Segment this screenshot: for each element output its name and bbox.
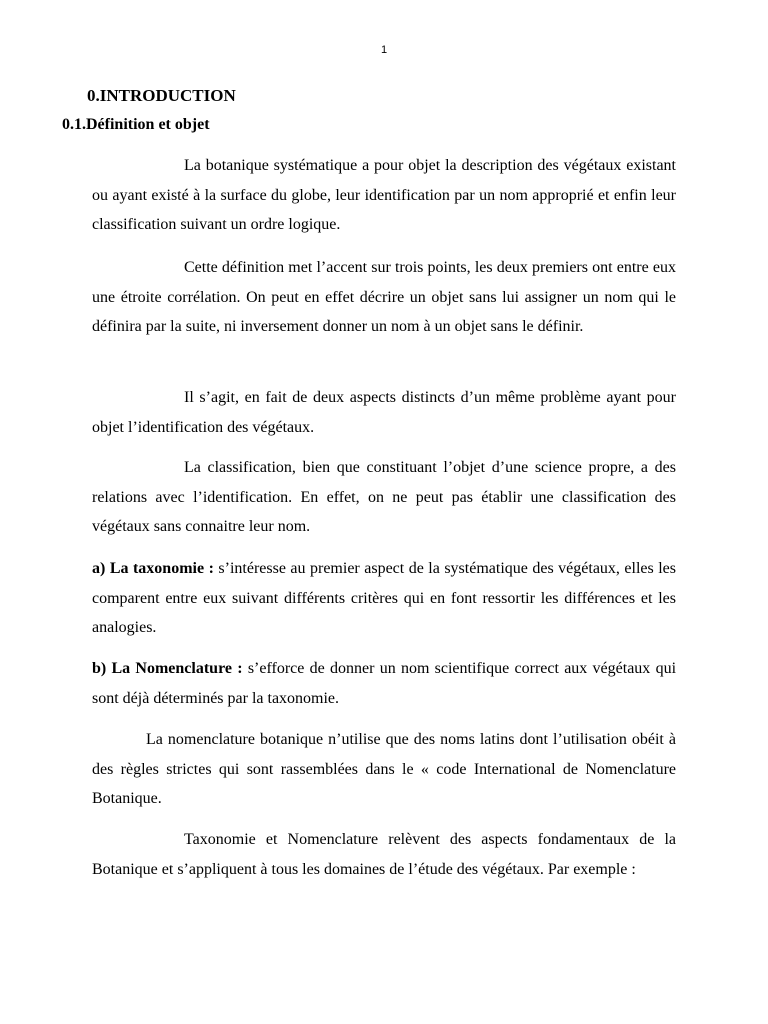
paragraph-classification: La classification, bien que constituant l’objet d’une science propre, a des relations avec l’identification. En effet, on ne peut pas établir une classification des végétaux sans connaitre leur nom.: [92, 459, 676, 535]
paragraph-taxonomie: [92, 554, 676, 643]
term-taxonomie: a) La taxonomie :: [92, 560, 214, 577]
paragraph-two-aspects: Il s’agit, en fait de deux aspects distincts d’un même problème ayant pour objet l’identification des végétaux.: [92, 389, 676, 436]
paragraph-three-points: Cette définition met l’accent sur trois points, les deux premiers ont entre eux une étroite corrélation. On peut en effet décrire un objet sans lui assigner un nom qui le définira par la suite, ni inversement donner un nom à un objet sans le définir.: [92, 259, 676, 335]
term-nomenclature: b) La Nomenclature :: [92, 660, 243, 677]
section-heading: 0.INTRODUCTION: [87, 86, 236, 105]
paragraph-latin-names: La nomenclature botanique n’utilise que des noms latins dont l’utilisation obéit à des règles strictes qui sont rassemblées dans le « code International de Nomenclature Botanique.: [92, 731, 676, 807]
taxonomie-description: s’intéresse au premier aspect de la systématique des végétaux, elles les comparent entre eux suivant différents critères qui en font ressortir les différences et les analogies.: [92, 560, 677, 636]
page-number: 1: [380, 44, 388, 56]
paragraph-fundamentals: Taxonomie et Nomenclature relèvent des aspects fondamentaux de la Botanique et s’appliquent à tous les domaines de l’étude des végétaux. Par exemple :: [92, 831, 676, 878]
paragraph-nomenclature: [92, 654, 676, 713]
paragraph-definition: La botanique systématique a pour objet la description des végétaux existant ou ayant existé à la surface du globe, leur identification par un nom approprié et enfin leur classification suivant un ordre logique.: [92, 157, 676, 233]
nomenclature-description: s’efforce de donner un nom scientifique correct aux végétaux qui sont déjà déterminés par la taxonomie.: [92, 660, 677, 707]
subsection-heading: 0.1.Définition et objet: [62, 116, 210, 133]
